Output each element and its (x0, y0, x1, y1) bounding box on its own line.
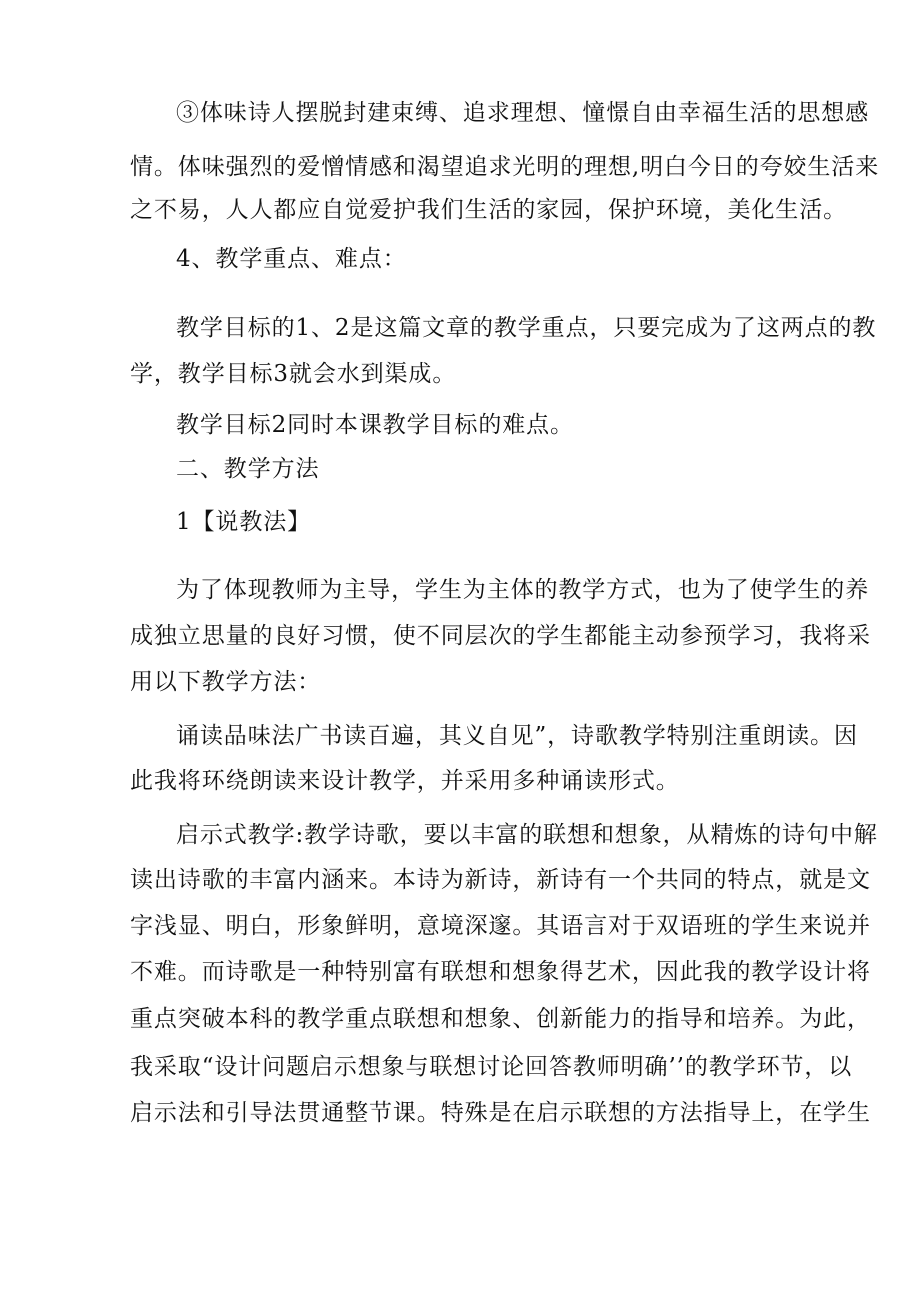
text-line: ③体味诗人摆脱封建束缚、追求理想、憧憬自由幸福生活的思想感 (176, 100, 870, 126)
text-line: 用以下教学方法： (130, 669, 322, 695)
text-line: 我采取“设计问题启示想象与联想讨论回答教师明确’’的教学环节，以 (130, 1054, 853, 1080)
text-line: 教学目标的1、2是这篇文章的教学重点，只要完成为了这两点的教 (176, 315, 877, 341)
text-line: 教学目标2同时本课教学目标的难点。 (176, 412, 574, 438)
text-line: 启示式教学:教学诗歌，要以丰富的联想和想象，从精炼的诗句中解 (176, 822, 878, 848)
text-line: 学，教学目标3就会水到渠成。 (130, 361, 457, 387)
text-line: 此我将环绕朗读来设计教学，并采用多种诵读形式。 (130, 768, 680, 794)
text-line: 为了体现教师为主导，学生为主体的教学方式，也为了使学生的养 (176, 577, 870, 603)
text-line: 之不易，人人都应自觉爱护我们生活的家园，保护环境，美化生活。 (130, 197, 847, 223)
text-line: 重点突破本科的教学重点联想和想象、创新能力的指导和培养。为此， (130, 1006, 871, 1032)
text-line: 成独立思量的良好习惯，使不同层次的学生都能主动参预学习，我将采 (130, 623, 871, 649)
text-line: 启示法和引导法贯通整节课。特殊是在启示联想的方法指导上，在学生 (130, 1100, 871, 1126)
text-line: 诵读品味法广书读百遍，其义自见”，诗歌教学特别注重朗读。因 (176, 723, 858, 749)
subsection-heading: 1【说教法】 (176, 509, 312, 535)
text-line: 读出诗歌的丰富内涵来。本诗为新诗，新诗有一个共同的特点，就是文 (130, 867, 871, 893)
section-heading: 4、教学重点、难点： (176, 246, 407, 272)
text-line: 不难。而诗歌是一种特别富有联想和想象得艺术，因此我的教学设计将 (130, 959, 871, 985)
section-heading: 二、教学方法 (176, 456, 320, 482)
text-line: 情。体味强烈的爱憎情感和渴望追求光明的理想,明白今日的夸姣生活来 (130, 154, 880, 180)
text-line: 字浅显、明白，形象鲜明，意境深邃。其语言对于双语班的学生来说并 (130, 913, 871, 939)
